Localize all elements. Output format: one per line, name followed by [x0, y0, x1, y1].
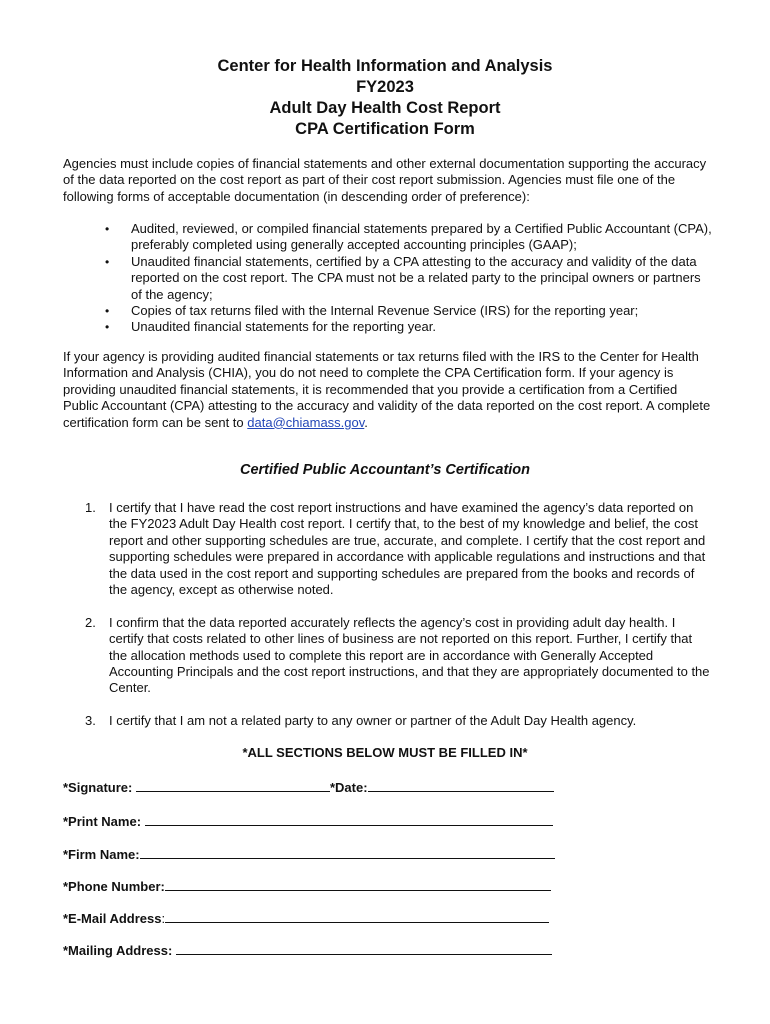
email-label: *E-Mail Address: [63, 911, 162, 926]
email-row: [63, 909, 549, 926]
certification-item: [63, 500, 713, 598]
mailing-address-row: [63, 941, 552, 958]
item-number: 3.: [85, 713, 96, 729]
email-field[interactable]: [165, 909, 549, 923]
certification-item: [63, 615, 713, 697]
print-name-row: [63, 812, 553, 829]
date-label: *Date:: [329, 780, 368, 795]
list-item-text: Unaudited financial statements for the reporting year.: [131, 319, 436, 335]
print-name-field[interactable]: [145, 812, 553, 826]
email-colon: :: [161, 911, 166, 926]
certification-list: [63, 500, 713, 746]
form-title-block: [0, 56, 770, 140]
list-item: [63, 303, 713, 319]
list-item: [63, 254, 713, 303]
list-item-text: Copies of tax returns filed with the Internal Revenue Service (IRS) for the reporting year;: [131, 303, 639, 319]
report-title: Adult Day Health Cost Report: [269, 99, 501, 117]
item-number: 1.: [85, 500, 96, 515]
fiscal-year: FY2023: [356, 78, 414, 96]
certification-text: I certify that I am not a related party to any owner or partner of the Adult Day Health agency.: [109, 713, 637, 729]
chia-paragraph-text: If your agency is providing audited financial statements or tax returns filed with the IRS to the Center for Health Information and Analysis (CHIA), you do not need to complete the CPA Certification form. If your agency is providing unaudited financial statements, it is recommended that you provide a certification from a Certified Public Accountant (CPA) attesting to the accuracy and validity of the data reported on the cost report. A complete certification form can be sent to: [63, 349, 711, 430]
bullet-glyph: •: [105, 254, 110, 269]
firm-name-field[interactable]: [140, 845, 555, 859]
print-name-label: *Print Name:: [63, 814, 142, 829]
certification-item: [63, 713, 713, 729]
documentation-options-list: [63, 221, 713, 336]
chia-paragraph-end: .: [364, 414, 368, 430]
signature-label: *Signature:: [63, 780, 133, 795]
list-item: [63, 319, 713, 335]
phone-label: *Phone Number:: [63, 879, 165, 894]
phone-row: [63, 877, 551, 894]
mailing-address-field[interactable]: [176, 941, 552, 955]
must-fill-notice: *ALL SECTIONS BELOW MUST BE FILLED IN*: [242, 745, 528, 760]
certification-text: I confirm that the data reported accurately reflects the agency’s cost in providing adult day health. I certify that costs related to other lines of business are not reported on this report. Further, I certify that the allocation methods used to complete this report are in accordance with Generally Accepted Accounting Principals and the cost report instructions, and that they are appropriately documented to the Center.: [109, 614, 710, 696]
list-item-text: Audited, reviewed, or compiled financial statements prepared by a Certified Public Accountant (CPA), preferably completed using generally accepted accounting principles (GAAP);: [131, 221, 712, 253]
intro-paragraph: Agencies must include copies of financial statements and other external documentation supporting the accuracy of the data reported on the cost report as part of their cost report submission. Agencies must file one of the following forms of acceptable documentation (in descending order of preference):: [63, 156, 707, 204]
signature-field[interactable]: [136, 778, 330, 792]
org-title: Center for Health Information and Analysis: [217, 57, 553, 75]
section-heading: Certified Public Accountant’s Certification: [239, 462, 531, 478]
item-number: 2.: [85, 614, 96, 630]
list-item: [63, 221, 713, 254]
email-link[interactable]: data@chiamass.gov: [247, 414, 365, 430]
certification-text: I certify that I have read the cost report instructions and have examined the agency’s data reported on the FY2023 Adult Day Health cost report. I certify that, to the best of my knowledge and belief, the cost report and other supporting schedules are true, accurate, and complete. I certify that the cost report and supporting schedules were prepared in accordance with applicable regulations and instructions and that the data used in the cost report and supporting schedules are prepared from the books and records of the agency, except as otherwise noted.: [109, 500, 706, 598]
bullet-glyph: •: [105, 222, 110, 236]
date-field[interactable]: [368, 778, 554, 792]
chia-paragraph: [63, 349, 713, 431]
firm-name-row: [63, 845, 555, 862]
phone-field[interactable]: [165, 877, 551, 891]
bullet-glyph: •: [105, 304, 110, 319]
bullet-glyph: •: [105, 320, 110, 335]
firm-name-label: *Firm Name:: [63, 847, 140, 862]
list-item-text: Unaudited financial statements, certified by a CPA attesting to the accuracy and validity of the data reported on the cost report. The CPA must not be a related party to the principal owners or partners of the agency;: [131, 253, 701, 302]
form-title: CPA Certification Form: [295, 120, 475, 138]
signature-row: [63, 778, 554, 795]
mailing-address-label: *Mailing Address:: [63, 943, 173, 958]
